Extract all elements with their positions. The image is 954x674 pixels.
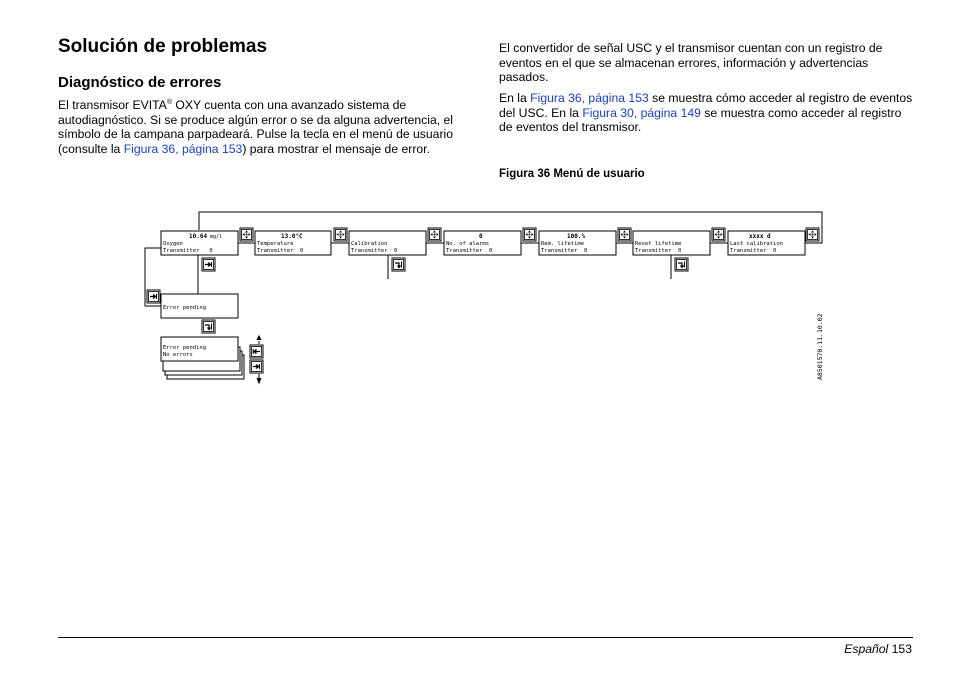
alarms-transmitter: Transmitter 0 [446, 248, 493, 254]
section-title: Diagnóstico de errores [58, 74, 222, 91]
error-list-pending-text: Error pending [163, 345, 207, 351]
last-cal-value: xxxx d [749, 233, 771, 240]
access-text-3: se muestra como acceder al registro de eventos del transmisor. [499, 105, 902, 135]
nav-key-icon [618, 228, 631, 241]
lifetime-transmitter: Transmitter 0 [541, 248, 588, 254]
scroll-up-arrow-icon [257, 336, 261, 344]
screen-alarms [444, 231, 521, 255]
exit-key-icon [675, 258, 688, 271]
reset-transmitter: Transmitter 0 [635, 248, 682, 254]
nav-key-icon [523, 228, 536, 241]
lifetime-value: 100.% [567, 233, 586, 240]
oxygen-label: Oxygen [163, 241, 183, 247]
no-errors-text: No errors [163, 352, 193, 358]
page-number: 153 [891, 642, 912, 656]
access-text-2: se muestra cómo acceder al registro de eventos del USC. En la [499, 91, 913, 120]
event-log-paragraph: El convertidor de señal USC y el transmisor cuentan con un registro de eventos en el que se almacenan errores, información y advertencias pasados. [499, 41, 883, 85]
exit-key-icon [392, 258, 405, 271]
oxygen-transmitter: Transmitter 0 [163, 248, 213, 254]
error-pending-screen [161, 294, 238, 318]
screen-temperature [255, 231, 331, 255]
up-key-icon [250, 345, 263, 358]
footer [844, 642, 912, 656]
exit-key-icon [202, 320, 215, 333]
alarms-value: 0 [479, 233, 483, 240]
last-cal-label: Last calibration [730, 241, 783, 247]
figure-code: A8501570.11.10.02 [816, 313, 824, 380]
temperature-transmitter: Transmitter 0 [257, 248, 304, 254]
intro-text-1: El transmisor EVITA [58, 98, 167, 112]
calibration-label: Calibration [351, 241, 388, 247]
calibration-transmitter: Transmitter 0 [351, 248, 398, 254]
screen-calibration [349, 231, 426, 255]
screen-last-calibration [728, 231, 805, 255]
nav-key-icon [240, 228, 253, 241]
enter-key-icon [202, 258, 215, 271]
intro-text-3: ) para mostrar el mensaje de error. [242, 141, 430, 156]
registered-mark: ® [166, 98, 172, 106]
screen-oxygen [161, 231, 238, 255]
figure-caption: Figura 36 Menú de usuario [499, 168, 645, 180]
figure-36-link[interactable]: Figura 36, página 153 [123, 141, 243, 156]
screen-reset-lifetime [633, 231, 710, 255]
enter-key-icon [147, 290, 160, 303]
nav-key-icon [334, 228, 347, 241]
footer-language: Español [844, 642, 889, 656]
down-key-icon [250, 360, 263, 373]
intro-text-2: OXY cuenta con una avanzado sistema de autodiagnóstico. Si se produce algún error o se da alguna advertencia, el símbolo de la campana parpadeará. Pulse la tecla en el menú de usuario (consulte la [58, 98, 453, 156]
error-pending-text: Error pending [163, 305, 207, 311]
screen-lifetime [539, 231, 616, 255]
nav-key-icon [428, 228, 441, 241]
access-text-1: En la [499, 91, 531, 105]
temperature-label: Temperature [257, 241, 294, 247]
last-cal-transmitter: Transmitter 0 [730, 248, 777, 254]
temperature-value: 13.0°C [281, 233, 303, 240]
error-list-stack [161, 337, 244, 379]
page-title: Solución de problemas [58, 36, 268, 57]
nav-key-icon [806, 228, 819, 241]
figure-30-link[interactable]: Figura 30, página 149 [582, 105, 701, 120]
oxygen-value: 10.64 [189, 233, 208, 240]
oxygen-unit: mg/l [210, 234, 223, 240]
scroll-down-arrow-icon [257, 374, 261, 383]
alarms-label: No. of alarms [446, 241, 490, 247]
lifetime-label: Rem. lifetime [541, 241, 585, 247]
figure-36-link-2[interactable]: Figura 36, página 153 [530, 91, 649, 105]
footer-rule [58, 637, 913, 638]
nav-key-icon [712, 228, 725, 241]
reset-label: Reset lifetime [635, 241, 682, 247]
